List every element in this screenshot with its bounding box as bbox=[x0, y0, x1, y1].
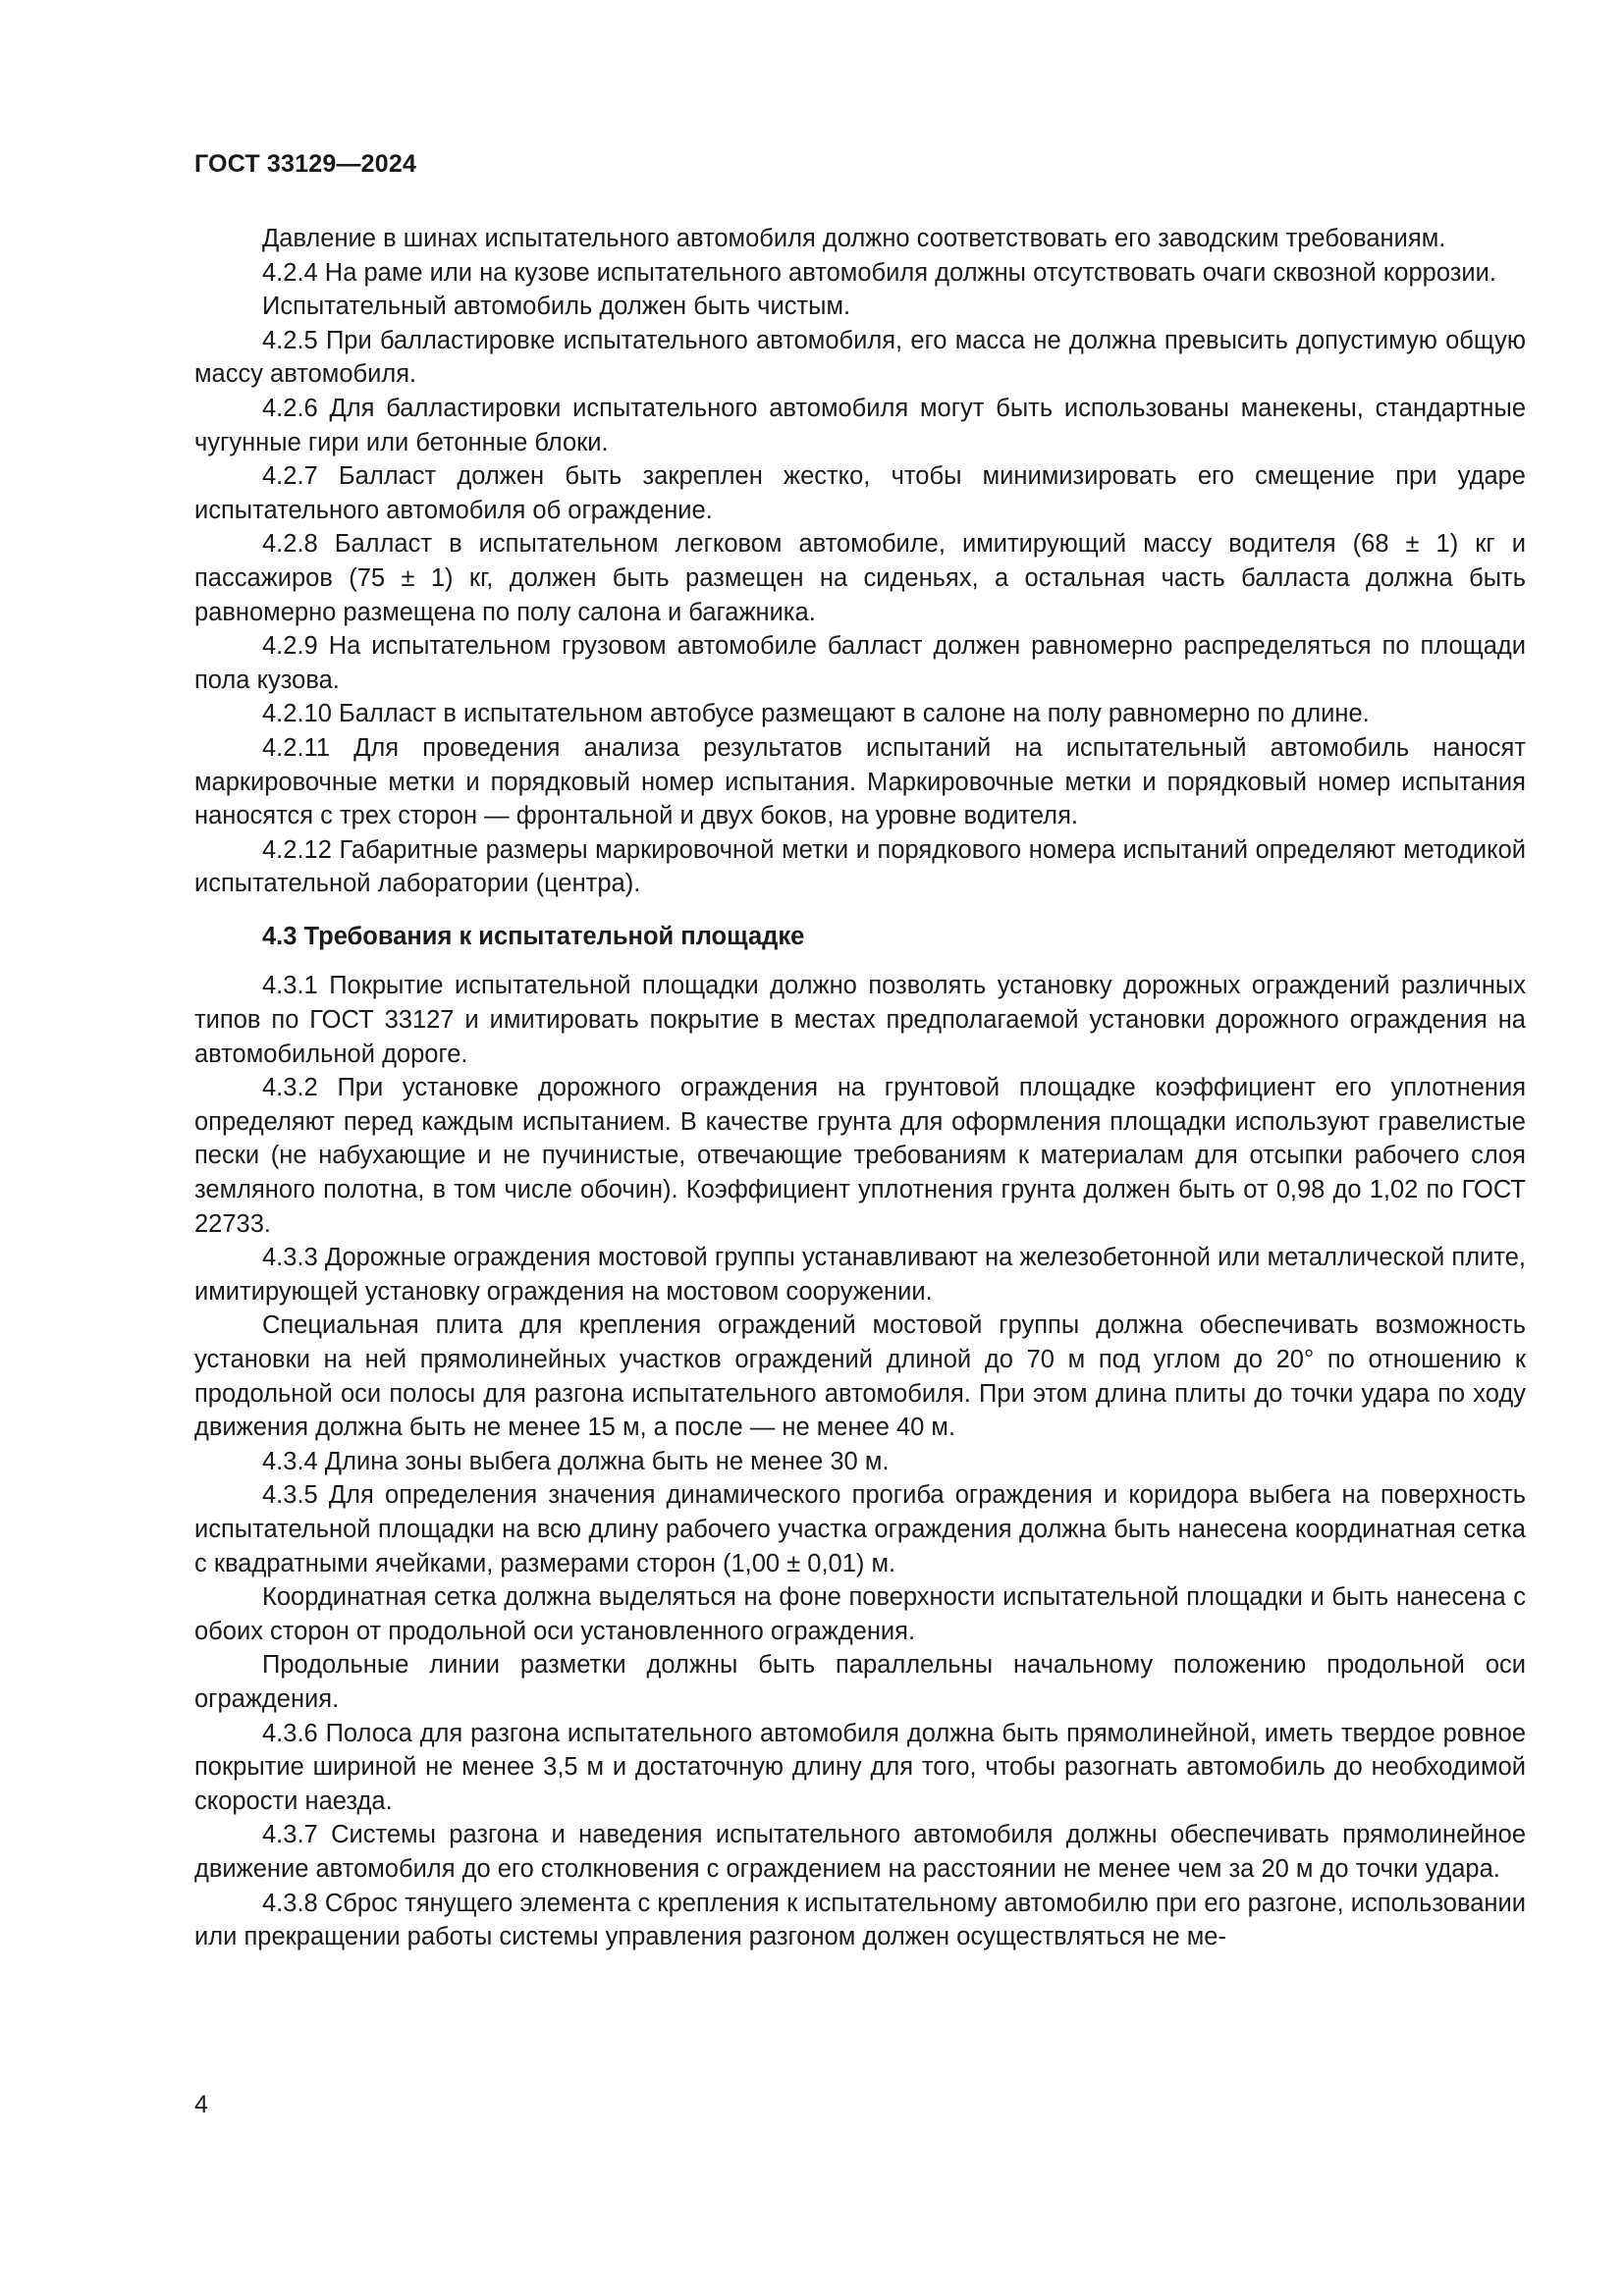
clause-4-2-4: 4.2.4 На раме или на кузове испытательного автомобиля должны отсутствовать очаги сквозной коррозии. bbox=[262, 258, 1496, 287]
clause-4-2-10: 4.2.10 Балласт в испытательном автобусе размещают в салоне на полу равномерно по длине. bbox=[262, 700, 1370, 728]
clause-4-3-1: 4.3.1 Покрытие испытательной площадки должно позволять установку дорожных ограждений различных типов по ГОСТ 33127 и имитировать покрытие в местах предполагаемой установки дорожного ограждения на автомобильной дороге. bbox=[194, 972, 1526, 1068]
clause-4-2-5: 4.2.5 При балластировке испытательного автомобиля, его масса не должна превысить допустимую общую массу автомобиля. bbox=[194, 326, 1526, 389]
clause-4-3-5: 4.3.5 Для определения значения динамического прогиба ограждения и коридора выбега на поверхность испытательной площадки на всю длину рабочего участка ограждения должна быть нанесена координатная сетка с квадратными ячейками, размерами сторон (1,00 ± 0,01) м. bbox=[194, 1481, 1526, 1577]
clause-4-2-6: 4.2.6 Для балластировки испытательного автомобиля могут быть использованы манекены, стандартные чугунные гири или бетонные блоки. bbox=[194, 394, 1526, 456]
paragraph: Давление в шинах испытательного автомобиля должно соответствовать его заводским требованиям. bbox=[262, 225, 1446, 252]
document-id: ГОСТ 33129—2024 bbox=[194, 150, 417, 178]
clause-4-3-3: 4.3.3 Дорожные ограждения мостовой группы устанавливают на железобетонной или металлической плите, имитирующей установку ограждения на мостовом сооружении. bbox=[194, 1244, 1526, 1306]
clause-4-3-2: 4.3.2 При установке дорожного ограждения на грунтовой площадке коэффициент его уплотнения определяют перед каждым испытанием. В качестве грунта для оформления площадки используют гравелистые пески (не набухающие и не пучинистые, отвечающие требованиям к материалам для отсыпки рабочего слоя земляного полотна, в том числе обочин). Коэффициент уплотнения грунта должен быть от 0,98 до 1,02 по ГОСТ 22733. bbox=[194, 1074, 1526, 1238]
page-number: 4 bbox=[194, 2091, 208, 2118]
paragraph: Испытательный автомобиль должен быть чистым. bbox=[262, 293, 851, 321]
clause-4-2-11: 4.2.11 Для проведения анализа результатов испытаний на испытательный автомобиль наносят маркировочные метки и порядковый номер испытания. Маркировочные метки и порядковый номер испытания наносятся с трех сторон — фронтальной и двух боков, на уровне водителя. bbox=[194, 733, 1526, 830]
section-heading: 4.3 Требования к испытательной площадке bbox=[262, 922, 805, 950]
document-body bbox=[194, 222, 1526, 1954]
clause-4-2-12: 4.2.12 Габаритные размеры маркировочной метки и порядкового номера испытаний определяют методикой испытательной лаборатории (центра). bbox=[194, 835, 1526, 898]
clause-4-3-7: 4.3.7 Системы разгона и наведения испытательного автомобиля должны обеспечивать прямолинейное движение автомобиля до его столкновения с ограждением на расстоянии не менее чем за 20 м до точки удара. bbox=[194, 1821, 1526, 1883]
clause-4-2-8: 4.2.8 Балласт в испытательном легковом автомобиле, имитирующий массу водителя (68 ± 1) кг и пассажиров (75 ± 1) кг, должен быть размещен на сиденьях, а остальная часть балласта должна быть равномерно размещена по полу салона и багажника. bbox=[194, 530, 1526, 626]
paragraph: Продольные линии разметки должны быть параллельны начальному положению продольной оси ограждения. bbox=[194, 1651, 1526, 1713]
paragraph: Координатная сетка должна выделяться на фоне поверхности испытательной площадки и быть нанесена с обоих сторон от продольной оси установленного ограждения. bbox=[194, 1583, 1526, 1645]
clause-4-3-6: 4.3.6 Полоса для разгона испытательного автомобиля должна быть прямолинейной, иметь твердое ровное покрытие шириной не менее 3,5 м и достаточную длину для того, чтобы разогнать автомобиль до необходимой скорости наезда. bbox=[194, 1719, 1526, 1815]
clause-4-2-7: 4.2.7 Балласт должен быть закреплен жестко, чтобы минимизировать его смещение при ударе испытательного автомобиля об ограждение. bbox=[194, 462, 1526, 524]
clause-4-3-8: 4.3.8 Сброс тянущего элемента с крепления к испытательному автомобилю при его разгоне, использовании или прекращении работы системы управления разгоном должен осуществляться не ме- bbox=[194, 1889, 1526, 1951]
clause-4-2-9: 4.2.9 На испытательном грузовом автомобиле балласт должен равномерно распределяться по площади пола кузова. bbox=[194, 632, 1526, 694]
paragraph: Специальная плита для крепления ограждений мостовой группы должна обеспечивать возможность установки на ней прямолинейных участков ограждений длиной до 70 м под углом до 20° по отношению к продольной оси полосы для разгона испытательного автомобиля. При этом длина плиты до точки удара по ходу движения должна быть не менее 15 м, а после — не менее 40 м. bbox=[194, 1311, 1526, 1442]
clause-4-3-4: 4.3.4 Длина зоны выбега должна быть не менее 30 м. bbox=[262, 1447, 890, 1475]
